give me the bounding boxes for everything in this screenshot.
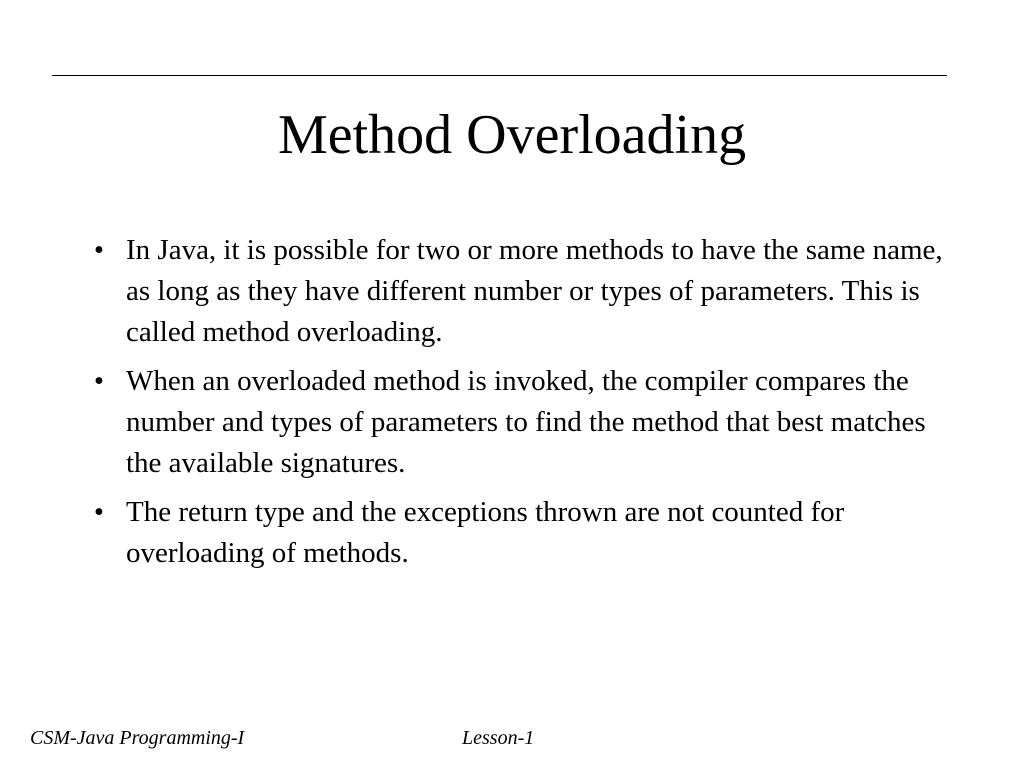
bullet-list [84,230,944,582]
bullet-text: In Java, it is possible for two or more methods to have the same name, as long as they have different number or types of parameters. This is called method overloading. [126,234,943,348]
bullet-text: The return type and the exceptions thrown are not counted for overloading of methods. [126,496,845,569]
bullet-text: When an overloaded method is invoked, the compiler compares the number and types of parameters to find the method that best matches the available signatures. [126,365,926,479]
bullet-marker: • [93,234,105,266]
slide-title: Method Overloading [277,104,747,166]
bullet-marker: • [93,496,105,528]
bullet-item [84,361,944,484]
bullet-item [84,492,944,574]
bullet-item [84,230,944,353]
top-divider [52,75,947,76]
bullet-marker: • [93,365,105,397]
footer-lesson: Lesson-1 [462,727,535,749]
footer-course: CSM-Java Programming-I [30,727,245,749]
